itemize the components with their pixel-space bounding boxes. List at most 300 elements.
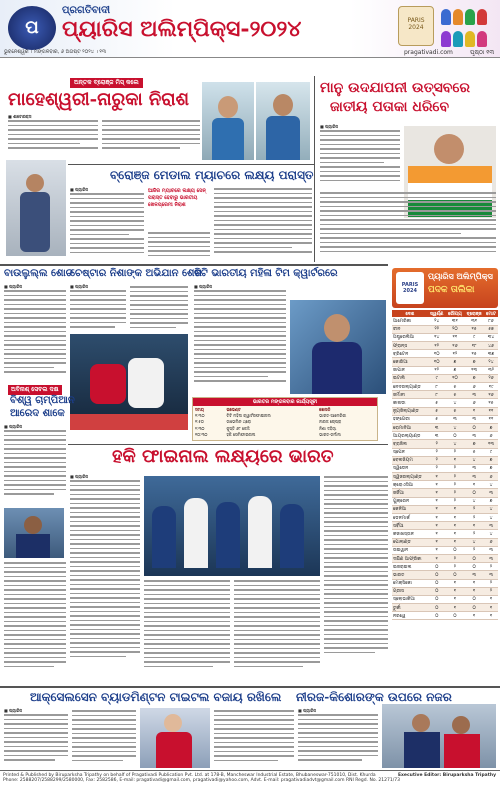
- column-rule: [314, 76, 315, 262]
- country-cell: ବେଲଜିୟମ: [392, 456, 428, 464]
- country-cell: ସ୍ୱିଜରଲ୍ୟାଣ୍ଡ: [392, 473, 428, 481]
- table-row: [392, 538, 498, 546]
- medal-count-cell: ୧୫: [464, 325, 484, 333]
- medal-count-cell: ୧: [446, 538, 465, 546]
- country-cell: ଅଷ୍ଟ୍ରେଲିଆ: [392, 333, 428, 341]
- table-row: [392, 612, 498, 620]
- medal-count-cell: ୪: [446, 423, 465, 431]
- country-cell: ସ୍ପେନ: [392, 448, 428, 456]
- medal-count-cell: ୨: [464, 514, 484, 522]
- medal-count-cell: ୩: [464, 473, 484, 481]
- medal-count-cell: ୦: [464, 489, 484, 497]
- country-cell: ଦକ୍ଷିଣ ଆଫ୍ରିକା: [392, 554, 428, 562]
- medal-count-cell: ୩: [464, 464, 484, 472]
- medal-count-cell: ୭: [446, 358, 465, 366]
- medal-count-cell: ୧: [446, 579, 465, 587]
- table-row: [392, 456, 498, 464]
- medal-count-cell: ୭: [446, 366, 465, 374]
- lakshya-text-1: [70, 193, 144, 259]
- medal-count-cell: ୧: [446, 456, 465, 464]
- olympic-logo: ପ: [8, 6, 56, 50]
- medal-count-cell: ୦: [464, 595, 484, 603]
- table-row: [392, 587, 498, 595]
- medal-count-cell: ୫: [446, 383, 465, 391]
- table-row: [392, 448, 498, 456]
- medal-count-cell: ୩: [484, 571, 498, 579]
- medal-count-cell: ୧: [464, 481, 484, 489]
- medal-count-cell: ୪: [446, 440, 465, 448]
- lakshya-dateline: ■ ପ୍ୟାରିସ: [70, 187, 89, 192]
- lakshya-quote: ଆଜିର ମ୍ୟାଚରେ ଲକ୍ଷ୍ୟ ସେନ୍ ପରାସ୍ତ ହେବାରୁ ଭାରତୀୟ ଖେଳପ୍ରେମୀ ନିରାଶ: [148, 188, 206, 208]
- medal-count-cell: ୧୧: [446, 333, 465, 341]
- medal-count-cell: ୭: [464, 358, 484, 366]
- country-cell: ଆୟରଲ୍ୟାଣ୍ଡ: [392, 432, 428, 440]
- country-cell: ପୋଲାଣ୍ଡ: [392, 538, 428, 546]
- medal-count-cell: ୦: [446, 546, 465, 554]
- table-row: [392, 604, 498, 612]
- table-row: [392, 358, 498, 366]
- medal-count-cell: ୦: [446, 432, 465, 440]
- medal-count-cell: ୧୨: [428, 366, 446, 374]
- neeraj-headline: ନୀରଜ-କିଶୋରଙ୍କ ଉପରେ ନଜର: [296, 690, 452, 704]
- wrestling-photo: [70, 334, 188, 430]
- medal-count-cell: ୧: [446, 595, 465, 603]
- paris-badge: PARIS 2024: [398, 6, 434, 46]
- cell: ୨:୩୦: [195, 425, 205, 431]
- cell: ଜାଭେଲିନ ଥ୍ରୋ: [226, 419, 251, 425]
- table-row: [392, 317, 498, 325]
- date-line: ଭୁବନେଶ୍ୱର । ମଙ୍ଗଳବାର, ୬ ଅଗଷ୍ଟ ୨୦୨୪ । ୧୩: [4, 49, 106, 55]
- medal-count-cell: ୭: [484, 464, 498, 472]
- medal-count-cell: ୨: [484, 579, 498, 587]
- cell: ହକି ସେମିଫାଇନାଲ: [226, 431, 256, 437]
- medal-count-cell: ୧: [428, 473, 446, 481]
- medal-count-cell: ୭: [484, 456, 498, 464]
- medal-count-cell: ୦: [464, 604, 484, 612]
- medal-count-cell: ୧: [428, 514, 446, 522]
- schedule-box: [192, 397, 378, 441]
- country-cell: ବ୍ରିଟେନ: [392, 350, 428, 358]
- country-cell: ଚୀନ: [392, 325, 428, 333]
- cell: ୧:୩୦: [195, 412, 205, 418]
- country-cell: କେନିଆ: [392, 505, 428, 513]
- medal-count-cell: ୨: [484, 563, 498, 571]
- medal-count-cell: ୨: [446, 481, 465, 489]
- medal-count-cell: ୨: [446, 464, 465, 472]
- medal-count-cell: ୫: [428, 407, 446, 415]
- table-row: [392, 325, 498, 333]
- avinash-dateline: ■ ପ୍ୟାରିସ: [4, 424, 23, 429]
- table-row: [392, 473, 498, 481]
- medal-count-cell: ୮: [428, 383, 446, 391]
- medal-table-subtitle: ପଦକ ତାଲିକା: [428, 285, 475, 295]
- medal-count-cell: ୬: [484, 432, 498, 440]
- medal-count-cell: ୦: [428, 604, 446, 612]
- country-cell: ଗ୍ରୀସ: [392, 587, 428, 595]
- hockey-dateline: ■ ପ୍ୟାରିସ: [70, 474, 89, 479]
- table-row: [392, 546, 498, 554]
- medal-count-cell: ୪: [484, 514, 498, 522]
- footer-contact: Phone: 2588207/2588299/2580000, Fax: 2582586, E-mail: pragativadi@gmail.com, pragativadi@yahoo.com, Advt. E-mail: pragativadiadvt@gmail.com RNI Regd. No. 21271/73: [3, 778, 400, 783]
- medal-count-cell: ୩: [464, 391, 484, 399]
- medal-count-cell: ୨: [446, 554, 465, 562]
- country-cell: ତୁର୍କୀ: [392, 604, 428, 612]
- medal-count-cell: ୨୬: [484, 374, 498, 382]
- page-number: ପୃଷ୍ଠା ୧୩: [470, 49, 495, 56]
- medal-count-cell: ୩: [464, 432, 484, 440]
- medal-count-cell: ୫: [446, 391, 465, 399]
- medal-count-cell: ୧: [446, 514, 465, 522]
- table-row: [392, 440, 498, 448]
- medal-count-cell: ୨: [464, 546, 484, 554]
- medal-count-cell: ୨୦: [446, 325, 465, 333]
- medal-count-cell: ୧: [428, 505, 446, 513]
- medal-count-cell: ୨୪: [428, 317, 446, 325]
- medal-count-cell: ୫: [464, 448, 484, 456]
- manu-dateline: ■ ପ୍ୟାରିସ: [320, 124, 339, 129]
- country-cell: ସର୍ବିଆ: [392, 522, 428, 530]
- medal-count-cell: ୨୪: [484, 358, 498, 366]
- cell: ଭାରତ-ଆମେରିକା: [319, 412, 347, 418]
- medal-count-cell: ୧: [464, 522, 484, 530]
- neeraj-text: [298, 714, 378, 768]
- country-cell: କୋରିଆ: [392, 358, 428, 366]
- medal-count-cell: ୨: [484, 587, 498, 595]
- medal-count-cell: ୧: [428, 530, 446, 538]
- medal-count-cell: ୩୧: [464, 317, 484, 325]
- medal-count-cell: ୪: [464, 456, 484, 464]
- medal-count-cell: ୦: [464, 563, 484, 571]
- medal-count-cell: ୧: [484, 612, 498, 620]
- medal-count-cell: ୯: [428, 374, 446, 382]
- medal-count-cell: ୨: [446, 473, 465, 481]
- table-row: [392, 350, 498, 358]
- medal-count-cell: ୧: [484, 604, 498, 612]
- medal-count-cell: ୭: [484, 497, 498, 505]
- footer-imprint: Printed & Published by Biruparksha Tripathy on behalf of Pragativadi Publication Pvt. Ltd. at 178-B, Mancheswar Industrial Estate, Bhubaneswar-751010, Dist. Khurda: [3, 773, 376, 778]
- manu-headline-1: ମାନୁ ଉଦଯାପନୀ ଉତ୍ସବରେ: [320, 80, 470, 96]
- medal-count-cell: ୧: [428, 481, 446, 489]
- avinash-photo: [4, 508, 64, 558]
- section-rule-2: [0, 264, 388, 266]
- footer: [0, 770, 500, 788]
- medal-count-cell: ୦: [428, 612, 446, 620]
- cell: କୁସ୍ତି ୬୮ କେଜି: [226, 425, 250, 431]
- medal-count-cell: ୧: [446, 587, 465, 595]
- country-cell: ଆମେରିକା: [392, 317, 428, 325]
- hockey-team-photo: [144, 476, 320, 576]
- medal-count-cell: ୧: [464, 587, 484, 595]
- lakshya-text-2: [148, 232, 210, 260]
- medal-count-cell: ୨: [446, 489, 465, 497]
- tt-headline: ଟିଟି ଭାରତୀୟ ମହିଳା ଟିମ କ୍ୱାର୍ଟରରେ: [194, 268, 338, 279]
- table-row: [392, 563, 498, 571]
- manu-headline-2: ଜାତୀୟ ପତାକା ଧରିବେ: [330, 99, 449, 115]
- nisha-dateline: ■ ପ୍ୟାରିସ: [70, 284, 89, 289]
- shooting-text-2: [102, 120, 200, 150]
- hockey-headline: ହକି ଫାଇନାଲ ଲକ୍ଷ୍ୟରେ ଭାରତ: [112, 446, 334, 467]
- medal-count-cell: ୧: [484, 595, 498, 603]
- medal-count-cell: ୧: [446, 604, 465, 612]
- table-row: [392, 333, 498, 341]
- table-row: [392, 342, 498, 350]
- medal-header: ବ୍ରୋଞ୍ଜ: [464, 310, 484, 317]
- medal-count-cell: ୨: [428, 448, 446, 456]
- medal-count-cell: ୩: [484, 554, 498, 562]
- medal-count-cell: ୧୦: [428, 358, 446, 366]
- axelsen-headline: ଆକ୍ସେଲସେନ ବ୍ୟାଡମିଣ୍ଟନ ଟାଇଟଲ ବଜାୟ ରଖିଲେ: [30, 690, 282, 704]
- section-rule-4: [0, 686, 500, 688]
- medal-header: ରୌପ୍ୟ: [446, 310, 465, 317]
- medal-count-cell: ୦: [428, 563, 446, 571]
- medal-count-cell: ୦: [428, 579, 446, 587]
- medal-count-cell: ୩୭: [484, 350, 498, 358]
- medal-count-cell: ୮: [428, 391, 446, 399]
- table-row: [392, 489, 498, 497]
- shooter-photo-1: [202, 82, 254, 160]
- country-cell: ଜର୍ମାନୀ: [392, 391, 428, 399]
- schedule-table: [193, 406, 377, 437]
- shooter-photo-2: [256, 82, 310, 160]
- table-row: [392, 415, 498, 423]
- nisha-text-2: [130, 286, 188, 332]
- nisha-text: [70, 290, 126, 332]
- medal-header: ମୋଟ: [486, 311, 497, 317]
- medal-count-cell: ୫: [446, 407, 465, 415]
- table-row: [392, 481, 498, 489]
- paper-name: ପ୍ରଗତିବାଦୀ: [62, 5, 111, 16]
- medal-count-cell: ୪: [484, 530, 498, 538]
- table-row: [392, 366, 498, 374]
- neeraj-dateline: ■ ପ୍ୟାରିସ: [298, 708, 317, 713]
- medal-count-cell: ୦: [446, 571, 465, 579]
- vaibhav-text: [4, 290, 66, 382]
- medal-count-cell: ୨: [428, 456, 446, 464]
- vaibhav-headline: ବାଉଲୁଲ୍ଲ ଶୋଚ: [4, 268, 73, 279]
- medal-count-cell: ୯: [464, 333, 484, 341]
- tt-player-photo: [290, 300, 386, 394]
- country-cell: ଫ୍ରାନ୍ସ: [392, 342, 428, 350]
- paris-logo: PARIS 2024: [396, 272, 424, 304]
- medal-count-cell: ୧: [428, 522, 446, 530]
- axelsen-text-3: [214, 710, 294, 768]
- axelsen-dateline: ■ ପ୍ୟାରିସ: [4, 708, 23, 713]
- avinash-headline-2: ଆରେଦ ଶାକେ: [10, 408, 65, 419]
- medal-count-cell: ୧୩: [464, 366, 484, 374]
- country-cell: ଭାରତ: [392, 571, 428, 579]
- country-cell: ବ୍ରାଜିଲ: [392, 440, 428, 448]
- tt-dateline: ■ ପ୍ୟାରିସ: [194, 284, 213, 289]
- table-row: [392, 423, 498, 431]
- table-row: [392, 407, 498, 415]
- country-cell: ହଙ୍ଗେରୀ: [392, 415, 428, 423]
- medal-count-cell: ୧୬: [446, 342, 465, 350]
- country-cell: ଡେନମାର୍କ: [392, 514, 428, 522]
- country-cell: ନ୍ୟୁଜିଲ୍ୟାଣ୍ଡ: [392, 407, 428, 415]
- axelsen-text-1: [4, 714, 68, 768]
- table-row: [392, 505, 498, 513]
- schedule-header: ଖେଳାଳି: [319, 406, 331, 412]
- medal-table-title: ପ୍ୟାରିସ ଅଲିମ୍ପିକ୍ସ: [428, 272, 493, 281]
- medal-count-cell: ୧: [446, 530, 465, 538]
- medal-count-cell: ୧: [464, 612, 484, 620]
- medal-count-cell: ୩: [484, 522, 498, 530]
- table-row: [392, 530, 498, 538]
- medal-count-cell: ୭: [464, 440, 484, 448]
- medal-count-cell: ୨: [446, 448, 465, 456]
- medal-count-cell: ୪: [484, 481, 498, 489]
- avinash-headline-1: ବିଶ୍ୱ ଚାମ୍ପିଆନ: [10, 395, 75, 406]
- cell: ନୀରଜ ଚୋପ୍ରା: [319, 419, 342, 425]
- medal-count-cell: ୦: [464, 423, 484, 431]
- table-row: [392, 514, 498, 522]
- table-row: [392, 383, 498, 391]
- country-cell: ନେଦରଲ୍ୟାଣ୍ଡ: [392, 383, 428, 391]
- medal-count-cell: ୦: [464, 554, 484, 562]
- medal-count-cell: ୧୧: [484, 407, 498, 415]
- table-row: [392, 571, 498, 579]
- medal-count-cell: ୩୧: [446, 317, 465, 325]
- table-row: [392, 464, 498, 472]
- section-rule: [68, 164, 314, 165]
- country-cell: ଇଟାଲି: [392, 374, 428, 382]
- medal-count-cell: ୧୩: [484, 440, 498, 448]
- medal-count-cell: ୩: [484, 546, 498, 554]
- medal-count-cell: ୪: [464, 497, 484, 505]
- medal-count-cell: ୩: [464, 415, 484, 423]
- medal-count-cell: ୨: [464, 530, 484, 538]
- schedule-title: ଭାରତର ମଙ୍ଗଳବାର କାର୍ଯ୍ୟସୂଚୀ: [193, 398, 377, 406]
- medal-count-cell: ୦: [428, 595, 446, 603]
- medal-count-cell: ୩: [428, 423, 446, 431]
- medal-count-cell: ୧: [428, 497, 446, 505]
- medal-count-cell: ୪: [446, 399, 465, 407]
- manu-text: [320, 130, 400, 188]
- medal-count-cell: ୦: [446, 612, 465, 620]
- medal-count-cell: ୬: [464, 399, 484, 407]
- website: pragativadi.com: [404, 49, 453, 56]
- hockey-text-2: [144, 580, 230, 682]
- medal-count-cell: ୧୦: [428, 350, 446, 358]
- medal-count-cell: ୨୨: [428, 325, 446, 333]
- tt-text: [194, 290, 286, 394]
- medal-count-cell: ୭: [464, 374, 484, 382]
- country-cell: ତାଇୱାନ: [392, 546, 428, 554]
- medal-count-cell: ୨: [428, 440, 446, 448]
- footer-editor: Executive Editor: Biruparksha Tripathy: [397, 773, 496, 778]
- axelsen-photo: [140, 708, 210, 768]
- table-row: [392, 497, 498, 505]
- medal-count-cell: ୧: [446, 522, 465, 530]
- medal-count-cell: ୪: [464, 538, 484, 546]
- medal-count-cell: ୧୧: [484, 415, 498, 423]
- medal-count-cell: ୨: [446, 563, 465, 571]
- medal-count-cell: ୧୨: [446, 350, 465, 358]
- medal-count-cell: ୧୬: [484, 391, 498, 399]
- cell: ଟିଟି ମହିଳା କ୍ୱାର୍ଟରଫାଇନାଲ: [226, 412, 271, 418]
- medal-count-cell: ୫୭: [484, 325, 498, 333]
- medal-count-cell: ୧: [428, 546, 446, 554]
- shooting-headline: ମାହେଶ୍ୱରୀ-ନାରୁକା ନିରାଶ: [8, 89, 189, 110]
- medal-count-cell: ୫: [428, 399, 446, 407]
- schedule-header: ସମୟ: [195, 406, 204, 412]
- schedule-header: ଇଭେଣ୍ଟ: [226, 406, 241, 412]
- medal-count-cell: ୦: [428, 571, 446, 579]
- table-row: [392, 522, 498, 530]
- avinash-kicker: ଅବିନାଶ୍ ସେବଲ ଦକ୍ଷ: [8, 385, 62, 395]
- table-row: [392, 391, 498, 399]
- country-cell: ସ୍ଲୋଭାକିଆ: [392, 595, 428, 603]
- country-cell: ଜାପାନ: [392, 366, 428, 374]
- medal-count-cell: ୧୮: [464, 342, 484, 350]
- table-row: [392, 554, 498, 562]
- axelsen-text-2: [72, 710, 136, 768]
- medal-count-cell: ୬: [464, 383, 484, 391]
- medal-count-cell: ୧୯: [484, 383, 498, 391]
- manu-text-2: [320, 192, 496, 258]
- neeraj-photo: [382, 704, 496, 768]
- medal-count-cell: ୧: [464, 407, 484, 415]
- country-cell: କ୍ରୋଏସିଆ: [392, 481, 428, 489]
- country-cell: ମେକ୍ସିକୋ: [392, 579, 428, 587]
- medal-count-cell: ୬: [484, 538, 498, 546]
- section-rule-3: [68, 444, 388, 445]
- country-cell: ସ୍ୱିଡେନ: [392, 464, 428, 472]
- medal-count-cell: ୪: [484, 505, 498, 513]
- medal-count-cell: ୩୨: [484, 366, 498, 374]
- shooting-text: [8, 120, 98, 152]
- country-cell: ଜର୍ଜିଆ: [392, 489, 428, 497]
- medal-count-cell: ୩: [446, 415, 465, 423]
- medal-count-cell: ୧୪: [428, 333, 446, 341]
- avinash-text-2: [4, 562, 66, 682]
- table-row: [392, 374, 498, 382]
- shooting-dateline: ■ ଶାଟୋରକ୍ସ: [8, 114, 32, 119]
- medal-count-cell: ୪୬: [484, 342, 498, 350]
- medal-count-cell: ୦: [428, 587, 446, 595]
- page-title: ପ୍ୟାରିସ ଅଲିମ୍ପିକ୍ସ-୨୦୨୪: [62, 16, 302, 42]
- medal-count-cell: ୭: [484, 423, 498, 431]
- medal-count-cell: ୧୫: [484, 399, 498, 407]
- medal-count-cell: ୩୪: [484, 333, 498, 341]
- medal-count-cell: ୧: [428, 538, 446, 546]
- medal-count-cell: ୩: [464, 571, 484, 579]
- medal-count-cell: ୨: [464, 505, 484, 513]
- hockey-text-1: [70, 480, 140, 682]
- hockey-text-3: [234, 580, 320, 682]
- table-row: [392, 595, 498, 603]
- medal-count-cell: ୯: [484, 448, 498, 456]
- cell: ୧:୫୦: [195, 419, 204, 425]
- medal-count-cell: ୬: [484, 473, 498, 481]
- country-cell: କାନାଡା: [392, 399, 428, 407]
- shooting-kicker: ଅନ୍ତକ ବ୍ରୋଞ୍ଜ ମିସ୍ କଲେ: [70, 78, 143, 88]
- vaibhav-dateline: ■ ପ୍ୟାରିସ: [4, 284, 23, 289]
- medal-count-cell: ୩: [428, 432, 446, 440]
- table-row: [392, 432, 498, 440]
- country-cell: ୟୁକ୍ରେନ: [392, 497, 428, 505]
- medal-table-header: [392, 268, 498, 308]
- hockey-text-4: [324, 476, 388, 682]
- cell: ଭାରତ-ଜର୍ମାନୀ: [319, 431, 341, 437]
- medal-count-cell: ୧: [446, 505, 465, 513]
- sports-icons: [440, 8, 496, 46]
- country-cell: ନରୱେ: [392, 612, 428, 620]
- medal-count-cell: ୧୫: [464, 350, 484, 358]
- country-cell: ଇଜରାଇଲ: [392, 563, 428, 571]
- lakshya-text-3: [214, 188, 312, 260]
- medal-count-cell: ୩: [484, 489, 498, 497]
